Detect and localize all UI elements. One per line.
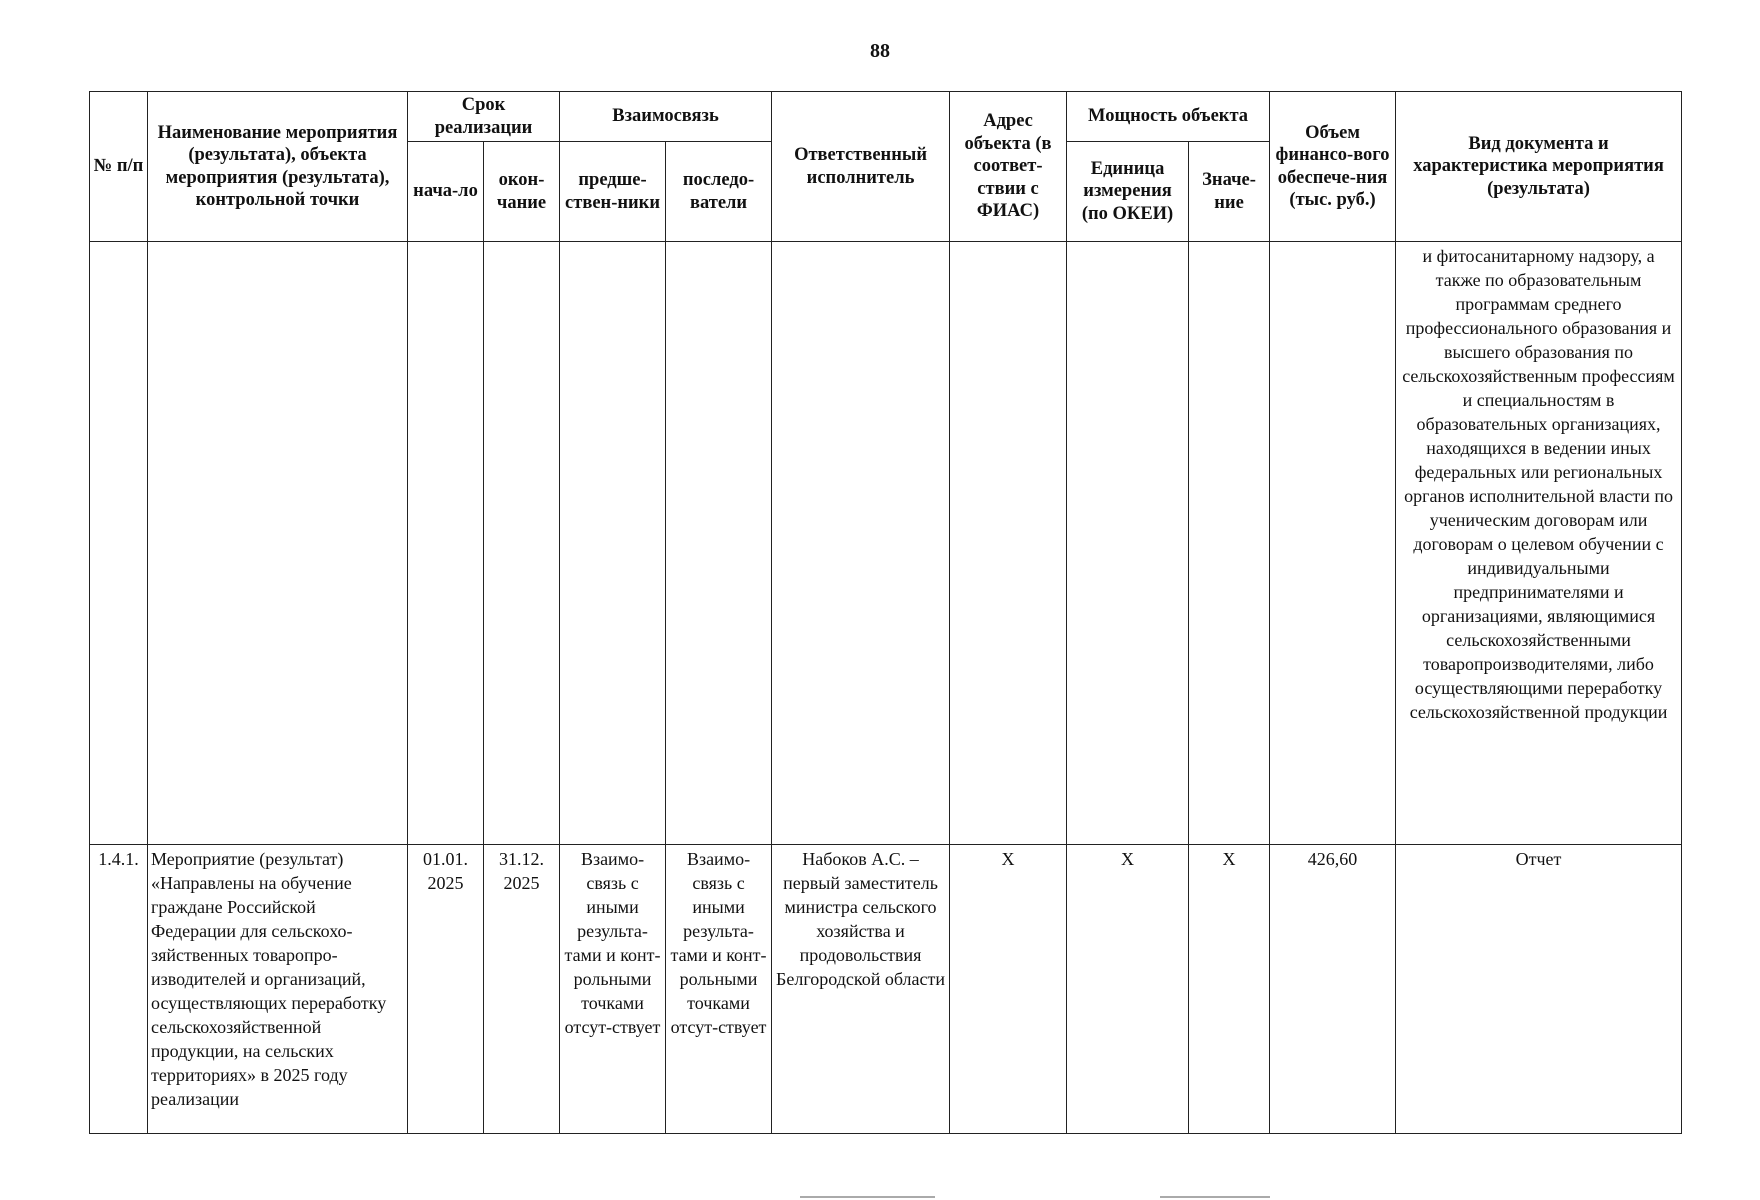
continuation-doc-text: и фитосанитарному надзору, а также по образовательным программам среднего профессионального образования и высшего образования по сельскохозяйственным профессиям и специальностям в образовательных организациях, находящихся в ведении иных федеральных или региональных органов исполнительной власти по ученическим договорам или договорам о целевом обучении с индивидуальными предпринимателями и организациями, являющимися сельскохозяйственными товаропроизводителями, либо осуществляющими переработку сельскохозяйственной продукции [1396,242,1682,845]
header-capacity: Мощность объекта [1067,92,1270,142]
header-value: Значе-ние [1189,142,1270,242]
header-row-1 [90,92,1682,142]
header-predecessors: предше-ствен-ники [560,142,666,242]
row-predecessors: Взаимо-связь с иными результа-тами и конт-рольными точками отсут-ствует [560,845,666,1134]
row-funding: 426,60 [1270,845,1396,1134]
row-successors: Взаимо-связь с иными результа-тами и конт-рольными точками отсут-ствует [666,845,772,1134]
header-end: окон-чание [484,142,560,242]
header-successors: последо-ватели [666,142,772,242]
header-relation: Взаимосвязь [560,92,772,142]
page-number: 88 [870,40,890,62]
header-num: № п/п [90,92,148,242]
header-responsible: Ответственный исполнитель [772,92,950,242]
header-name: Наименование мероприятия (результата), объекта мероприятия (результата), контрольной точки [148,92,408,242]
row-value: Х [1189,845,1270,1134]
activity-row [90,845,1682,1134]
row-end: 31.12. 2025 [484,845,560,1134]
row-address: Х [950,845,1067,1134]
row-unit: Х [1067,845,1189,1134]
scan-mark-right [1160,1196,1270,1198]
header-doc-type: Вид документа и характеристика мероприятия (результата) [1396,92,1682,242]
header-period: Срок реализации [408,92,560,142]
scan-mark-left [800,1196,935,1198]
header-start: нача-ло [408,142,484,242]
row-responsible: Набоков А.С. – первый заместитель министра сельского хозяйства и продовольствия Белгородской области [772,845,950,1134]
row-name: Мероприятие (результат) «Направлены на обучение граждане Российской Федерации для сельскохо-зяйственных товаропро-изводителей и организаций, осуществляющих переработку сельскохозяйственной продукции, на сельских территориях» в 2025 году реализации [148,845,408,1134]
row-start: 01.01. 2025 [408,845,484,1134]
header-address: Адрес объекта (в соответ-ствии с ФИАС) [950,92,1067,242]
row-num: 1.4.1. [90,845,148,1134]
header-funding: Объем финансо-вого обеспече-ния (тыс. руб.) [1270,92,1396,242]
row-doc-type: Отчет [1396,845,1682,1134]
continuation-row [90,242,1682,845]
header-unit: Единица измерения (по ОКЕИ) [1067,142,1189,242]
activities-table [89,91,1682,1134]
